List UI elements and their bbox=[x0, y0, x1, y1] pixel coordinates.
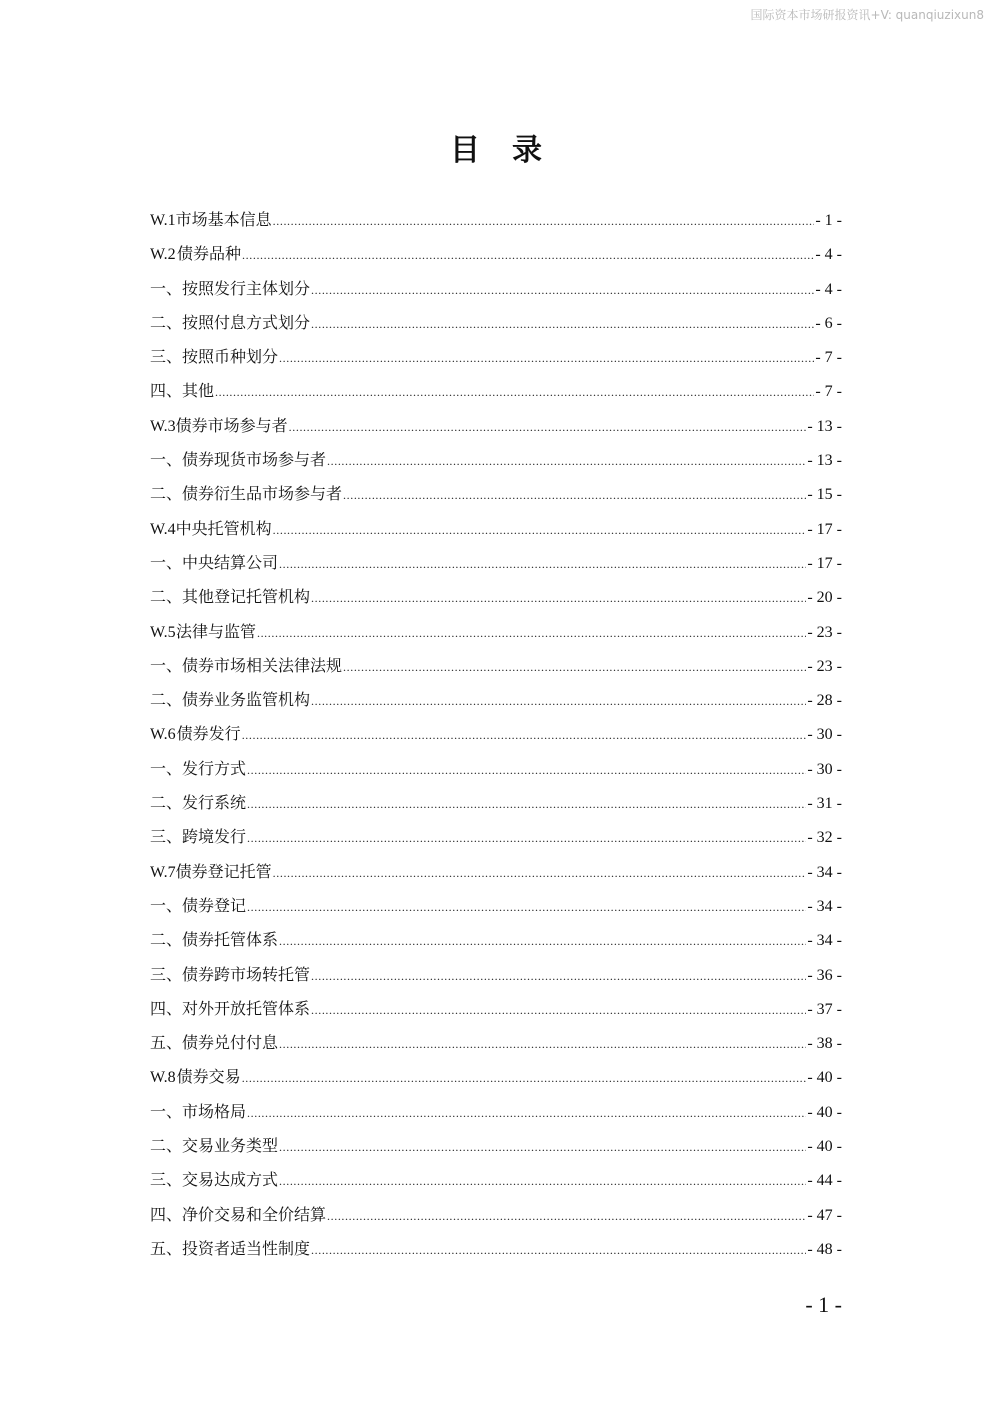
toc-leader-dots bbox=[257, 616, 806, 650]
toc-leader-dots bbox=[247, 821, 806, 855]
toc-entry-page: - 30 - bbox=[807, 726, 842, 744]
toc-leader-dots bbox=[279, 1130, 806, 1164]
toc-entry-label: 债券发行 bbox=[176, 724, 241, 744]
toc-entry-page: - 30 - bbox=[807, 760, 842, 778]
toc-entry-label: 市场基本信息 bbox=[175, 210, 272, 229]
toc-entry[interactable] bbox=[150, 546, 842, 580]
toc-leader-dots bbox=[311, 581, 806, 615]
toc-entry-page: - 38 - bbox=[807, 1035, 842, 1053]
toc-entry[interactable] bbox=[150, 855, 842, 889]
toc-entry-label: 二、债券托管体系 bbox=[150, 930, 279, 950]
title-char-1: 目 bbox=[450, 133, 480, 168]
toc-leader-dots bbox=[215, 375, 814, 409]
table-of-contents bbox=[150, 203, 842, 1266]
toc-entry[interactable] bbox=[150, 237, 842, 271]
toc-leader-dots bbox=[247, 1096, 806, 1130]
toc-entry-page: - 34 - bbox=[807, 863, 842, 881]
toc-leader-dots bbox=[279, 1164, 806, 1198]
toc-entry[interactable] bbox=[150, 615, 842, 649]
toc-entry-label: 债券市场参与者 bbox=[175, 415, 288, 435]
toc-entry[interactable] bbox=[150, 1163, 842, 1197]
toc-entry[interactable] bbox=[150, 443, 842, 477]
toc-entry[interactable] bbox=[150, 1060, 842, 1094]
toc-entry-page: - 15 - bbox=[807, 486, 842, 504]
toc-entry-label: 三、债券跨市场转托管 bbox=[150, 964, 311, 984]
toc-leader-dots bbox=[273, 856, 807, 890]
toc-leader-dots bbox=[273, 204, 815, 238]
toc-entry[interactable] bbox=[150, 580, 842, 614]
toc-entry[interactable] bbox=[150, 409, 842, 443]
toc-entry[interactable] bbox=[150, 340, 842, 374]
toc-entry-page: - 37 - bbox=[807, 1000, 842, 1018]
toc-leader-dots bbox=[311, 684, 806, 718]
toc-entry-page: - 40 - bbox=[807, 1138, 842, 1156]
toc-entry-page: - 23 - bbox=[807, 623, 842, 641]
toc-entry-label: 二、债券衍生品市场参与者 bbox=[150, 484, 343, 504]
toc-entry[interactable] bbox=[150, 717, 842, 751]
toc-entry-label: 一、债券市场相关法律法规 bbox=[150, 655, 343, 675]
toc-entry-page: - 4 - bbox=[815, 246, 842, 264]
toc-entry-label: 一、发行方式 bbox=[150, 758, 247, 778]
toc-entry-page: - 44 - bbox=[807, 1172, 842, 1190]
toc-leader-dots bbox=[242, 238, 814, 272]
toc-entry[interactable] bbox=[150, 477, 842, 511]
page-number: - 1 - bbox=[805, 1292, 842, 1317]
toc-entry-number: W.8 bbox=[150, 1069, 176, 1087]
toc-leader-dots bbox=[279, 547, 806, 581]
toc-entry-page: - 7 - bbox=[815, 349, 842, 367]
toc-leader-dots bbox=[311, 273, 814, 307]
toc-entry-page: - 34 - bbox=[807, 897, 842, 915]
toc-entry-page: - 17 - bbox=[807, 554, 842, 572]
toc-entry-label: 债券品种 bbox=[177, 244, 242, 264]
toc-entry[interactable] bbox=[150, 374, 842, 408]
toc-leader-dots bbox=[311, 993, 806, 1027]
toc-leader-dots bbox=[343, 478, 806, 512]
toc-entry-label: 五、投资者适当性制度 bbox=[150, 1238, 311, 1258]
toc-entry-number: W.3 bbox=[150, 417, 176, 435]
toc-leader-dots bbox=[279, 924, 806, 958]
toc-entry-label: 一、债券登记 bbox=[150, 895, 247, 915]
toc-entry-number: W.1 bbox=[150, 212, 176, 229]
toc-leader-dots bbox=[279, 341, 814, 375]
toc-entry-label: 四、其他 bbox=[150, 381, 215, 401]
toc-entry-number: W.2 bbox=[150, 246, 176, 264]
toc-entry[interactable] bbox=[150, 272, 842, 306]
toc-entry-page: - 40 - bbox=[807, 1069, 842, 1087]
toc-entry[interactable] bbox=[150, 752, 842, 786]
toc-entry[interactable] bbox=[150, 1026, 842, 1060]
toc-leader-dots bbox=[273, 513, 807, 547]
toc-entry[interactable] bbox=[150, 1198, 842, 1232]
toc-entry[interactable] bbox=[150, 923, 842, 957]
toc-entry-page: - 13 - bbox=[807, 452, 842, 470]
toc-entry-label: 三、跨境发行 bbox=[150, 827, 247, 847]
toc-entry-page: - 36 - bbox=[807, 966, 842, 984]
toc-entry[interactable] bbox=[150, 820, 842, 854]
toc-entry[interactable] bbox=[150, 889, 842, 923]
toc-entry-label: 二、其他登记托管机构 bbox=[150, 587, 311, 607]
toc-entry-page: - 47 - bbox=[807, 1206, 842, 1224]
toc-entry-number: W.5 bbox=[150, 623, 176, 641]
toc-entry[interactable] bbox=[150, 649, 842, 683]
toc-entry-label: 五、债券兑付付息 bbox=[150, 1033, 279, 1053]
toc-leader-dots bbox=[289, 410, 807, 444]
toc-entry-number: W.6 bbox=[150, 726, 176, 744]
toc-entry-label: 一、债券现货市场参与者 bbox=[150, 450, 327, 470]
toc-leader-dots bbox=[242, 718, 807, 752]
toc-entry-label: 三、按照币种划分 bbox=[150, 347, 279, 367]
toc-entry-label: 中央托管机构 bbox=[175, 518, 272, 538]
toc-entry[interactable] bbox=[150, 512, 842, 546]
toc-entry-label: 二、债券业务监管机构 bbox=[150, 690, 311, 710]
toc-leader-dots bbox=[327, 1199, 806, 1233]
toc-entry[interactable] bbox=[150, 786, 842, 820]
toc-entry-page: - 28 - bbox=[807, 692, 842, 710]
toc-entry[interactable] bbox=[150, 1095, 842, 1129]
toc-entry-label: 四、净价交易和全价结算 bbox=[150, 1204, 327, 1224]
toc-entry-page: - 40 - bbox=[807, 1103, 842, 1121]
watermark: 国际资本市场研报资讯+V: quanqiuzixun8 bbox=[750, 8, 984, 22]
toc-entry-page: - 17 - bbox=[807, 520, 842, 538]
toc-entry-page: - 34 - bbox=[807, 932, 842, 950]
toc-entry-page: - 48 - bbox=[807, 1240, 842, 1258]
toc-entry-page: - 7 - bbox=[815, 383, 842, 401]
toc-leader-dots bbox=[247, 787, 806, 821]
toc-leader-dots bbox=[327, 444, 806, 478]
toc-entry-label: 债券登记托管 bbox=[175, 861, 272, 881]
toc-leader-dots bbox=[247, 890, 806, 924]
toc-entry-page: - 31 - bbox=[807, 795, 842, 813]
toc-entry-label: 一、中央结算公司 bbox=[150, 552, 279, 572]
title-char-2: 录 bbox=[512, 133, 542, 168]
toc-leader-dots bbox=[311, 1233, 806, 1267]
toc-entry-page: - 1 - bbox=[815, 212, 842, 229]
toc-leader-dots bbox=[247, 753, 806, 787]
toc-entry-page: - 4 - bbox=[815, 280, 842, 298]
toc-leader-dots bbox=[279, 1027, 806, 1061]
toc-entry[interactable] bbox=[150, 683, 842, 717]
toc-entry-page: - 13 - bbox=[807, 417, 842, 435]
toc-entry-label: 一、市场格局 bbox=[150, 1101, 247, 1121]
toc-entry-label: 债券交易 bbox=[176, 1067, 241, 1087]
toc-entry-page: - 6 - bbox=[815, 314, 842, 332]
toc-leader-dots bbox=[311, 959, 806, 993]
toc-entry[interactable] bbox=[150, 958, 842, 992]
toc-leader-dots bbox=[242, 1061, 807, 1095]
toc-entry-page: - 20 - bbox=[807, 589, 842, 607]
toc-entry-label: 二、按照付息方式划分 bbox=[150, 312, 311, 332]
toc-entry-label: 四、对外开放托管体系 bbox=[150, 998, 311, 1018]
toc-entry-label: 二、交易业务类型 bbox=[150, 1136, 279, 1156]
toc-entry-label: 二、发行系统 bbox=[150, 793, 247, 813]
toc-entry-label: 法律与监管 bbox=[175, 621, 256, 641]
toc-entry-label: 三、交易达成方式 bbox=[150, 1170, 279, 1190]
toc-entry[interactable] bbox=[150, 306, 842, 340]
toc-entry-page: - 32 - bbox=[807, 829, 842, 847]
toc-entry[interactable] bbox=[150, 203, 842, 237]
toc-leader-dots bbox=[343, 650, 806, 684]
toc-entry[interactable] bbox=[150, 1232, 842, 1266]
toc-entry-page: - 23 - bbox=[807, 657, 842, 675]
toc-entry-label: 一、按照发行主体划分 bbox=[150, 278, 311, 298]
toc-leader-dots bbox=[311, 307, 814, 341]
toc-entry-number: W.7 bbox=[150, 863, 176, 881]
page-title bbox=[0, 125, 992, 169]
toc-entry-number: W.4 bbox=[150, 520, 176, 538]
toc-entry[interactable] bbox=[150, 1129, 842, 1163]
toc-entry[interactable] bbox=[150, 992, 842, 1026]
